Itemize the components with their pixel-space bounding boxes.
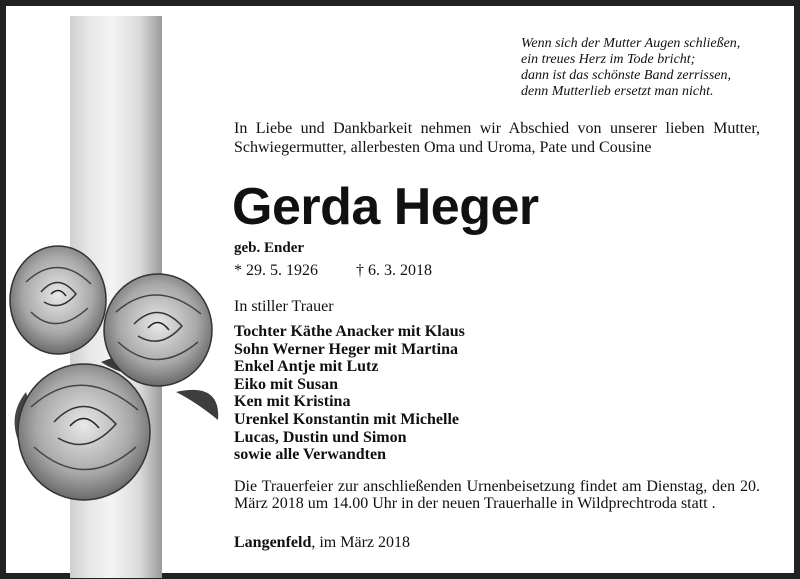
poem-line: denn Mutterlieb ersetzt man nicht. bbox=[521, 84, 714, 99]
family-list bbox=[234, 323, 465, 464]
funeral-details: Die Trauerfeier zur anschließenden Urnenbeisetzung findet am Dienstag, den 20. März 2018 um 14.00 Uhr in der neuen Trauerhalle in Wildprechtroda statt . bbox=[234, 478, 760, 512]
poem-line: ein treues Herz im Tode bricht; bbox=[521, 52, 696, 67]
deceased-name: Gerda Heger bbox=[232, 178, 539, 236]
family-member: Ken mit Kristina bbox=[234, 393, 351, 411]
poem-line: Wenn sich der Mutter Augen schließen, bbox=[521, 36, 741, 51]
death-date: † 6. 3. 2018 bbox=[356, 262, 432, 279]
roses-icon bbox=[6, 242, 236, 508]
life-dates bbox=[234, 262, 432, 280]
intro-text: In Liebe und Dankbarkeit nehmen wir Abschied von unserer lieben Mutter, Schwiegermutter, allerbesten Oma und Uroma, Pate und Cousine bbox=[234, 120, 760, 156]
birth-date: * 29. 5. 1926 bbox=[234, 262, 318, 279]
closing-place: Langenfeld bbox=[234, 534, 312, 551]
poem-line: dann ist das schönste Band zerrissen, bbox=[521, 68, 731, 83]
closing-date: , im März 2018 bbox=[311, 534, 410, 551]
family-member: Enkel Antje mit Lutz bbox=[234, 358, 379, 376]
mourning-intro: In stiller Trauer bbox=[234, 298, 334, 315]
birth-name: geb. Ender bbox=[234, 240, 305, 256]
family-member: Lucas, Dustin und Simon bbox=[234, 428, 407, 446]
closing-line bbox=[234, 534, 410, 552]
family-member: Tochter Käthe Anacker mit Klaus bbox=[234, 323, 465, 340]
family-member: Eiko mit Susan bbox=[234, 375, 339, 393]
family-member: sowie alle Verwandten bbox=[234, 446, 386, 464]
family-member: Sohn Werner Heger mit Martina bbox=[234, 340, 458, 358]
family-member: Urenkel Konstantin mit Michelle bbox=[234, 410, 460, 428]
poem bbox=[521, 36, 781, 100]
